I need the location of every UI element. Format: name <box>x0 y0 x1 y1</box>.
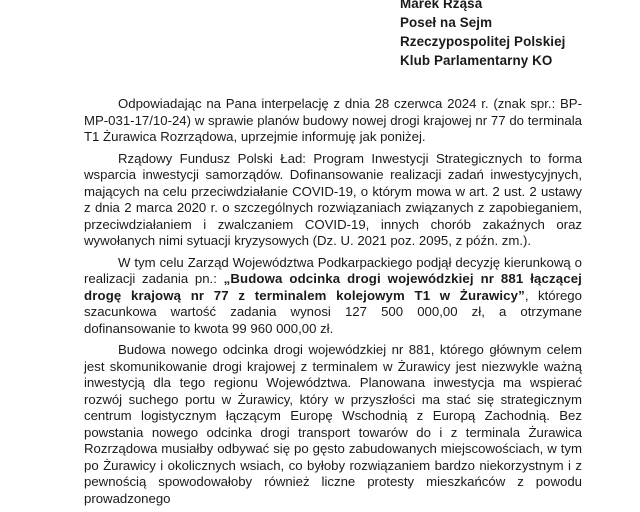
addressee-club: Klub Parlamentarny KO <box>400 53 553 68</box>
paragraph-decision-end: , którego szacunkowa wartość zadania wynosi 127 500 000,00 zł, a otrzymane dofinansowanie to kwota 99 960 000,00 zł. <box>84 287 582 336</box>
letter-body <box>84 96 582 512</box>
paragraph-fund: Rządowy Fundusz Polski Ład: Program Inwestycji Strategicznych to forma wsparcia inwestycji samorządów. Dofinansowanie realizacji zadań inwestycyjnych, mających na celu przeciwdziałanie COVID-19, o którym mowa w art. 2 ust. 2 ustawy z dnia 2 marca 2020 r. o szczególnych rozwiązaniach związanych z zapobieganiem, przeciwdziałaniem i zwalczaniem COVID-19, innych chorób zakaźnych oraz wywołanych nimi sytuacji kryzysowych (Dz. U. 2021 poz. 2095, z późn. zm.). <box>84 150 582 248</box>
paragraph-decision-start: W tym celu Zarząd Województwa Podkarpackiego podjął decyzję kierunkową o realizacji zadania pn.: <box>84 254 582 286</box>
addressee-name: Marek Rząsa <box>400 0 483 11</box>
paragraph-construction: Budowa nowego odcinka drogi wojewódzkiej nr 881, którego głównym celem jest skomunikowanie drogi krajowej z terminalem w Żurawicy jest niezwykle ważną inwestycją dla tego regionu Województwa. Planowana inwestycja ma wspierać rozwój suchego portu w Żurawicy, który w przyszłości ma stać się strategicznym centrum logistycznym łączącym Europę Wschodnią z Europą Zachodnią. Bez powstania nowego odcinka drogi transport towarów do i z terminala Żurawica Rozrządowa musiałby odbywać się po gęsto zabudowanych miejscowościach, w tym po Żurawicy i okolicznych wsiach, co byłoby rozwiązaniem bardzo niekorzystnym i z pewnością spowodowałoby również liczne protesty mieszkańców z powodu prowadzonego <box>84 342 582 506</box>
addressee-title: Poseł na Sejm <box>400 15 493 30</box>
paragraph-decision <box>84 255 582 338</box>
paragraph-intro: Odpowiadając na Pana interpelację z dnia 28 czerwca 2024 r. (znak spr.: BP-MP-031-17/10-24) w sprawie planów budowy nowej drogi krajowej nr 77 do terminala T1 Żurawica Rozrządowa, uprzejmie informuję jak poniżej. <box>84 96 582 144</box>
addressee-block <box>400 0 565 70</box>
project-name-quote: „Budowa odcinka drogi wojewódzkiej nr 881 łączącej drogę krajową nr 77 z terminalem kolejowym T1 w Żurawicy” <box>84 271 582 303</box>
addressee-country: Rzeczypospolitej Polskiej <box>400 34 566 49</box>
